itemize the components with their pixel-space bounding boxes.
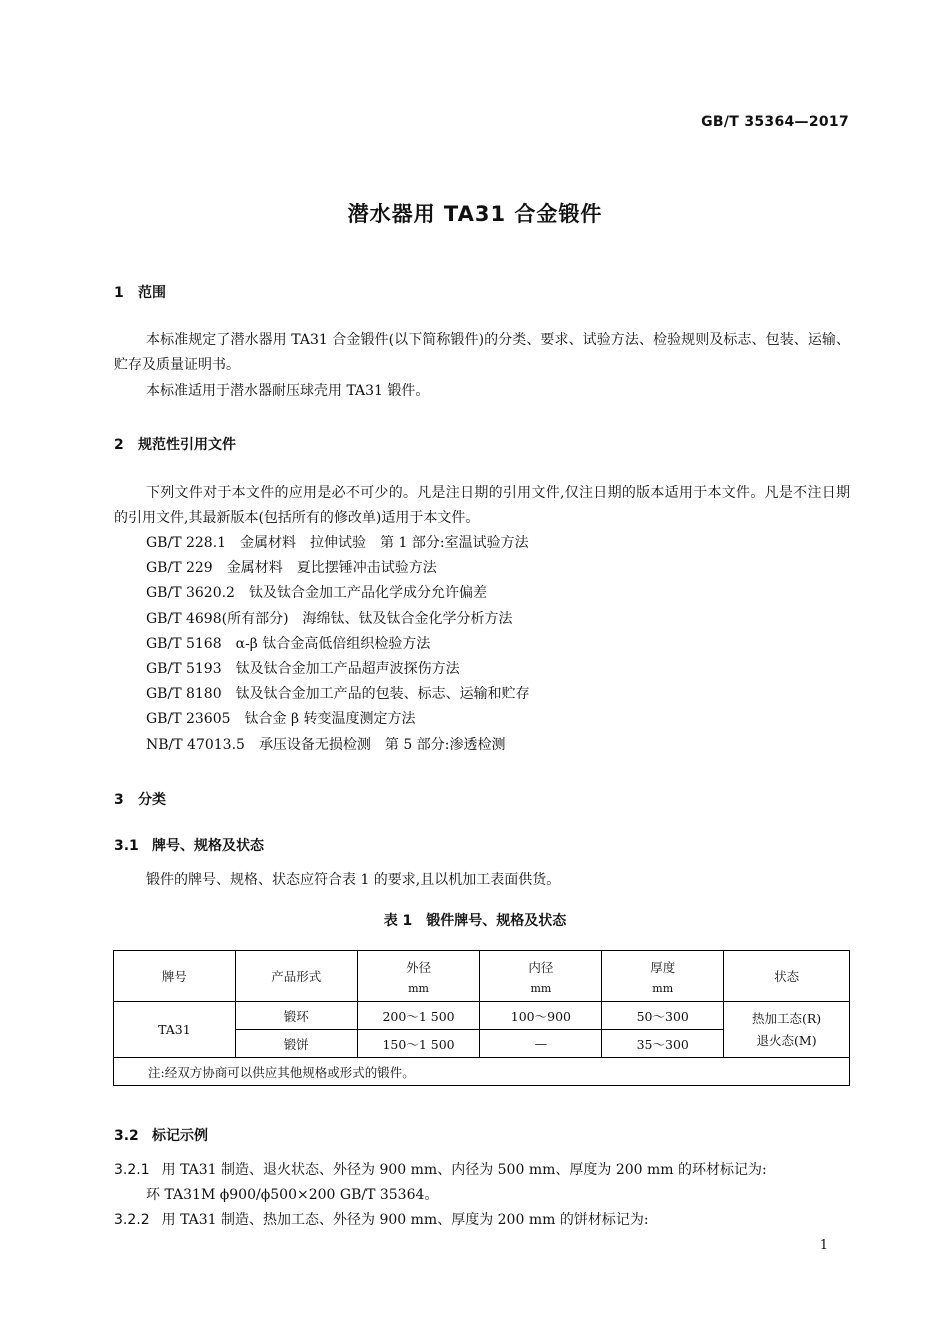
inner-cell: —	[480, 1030, 602, 1058]
table-caption: 表 1 锻件牌号、规格及状态	[383, 913, 567, 929]
thickness-cell: 50～300	[602, 1002, 724, 1030]
standard-code: GB/T 35364—2017	[701, 114, 849, 130]
reference-title: 金属材料 夏比摆锤冲击试验方法	[226, 560, 437, 577]
header-state: 状态	[724, 951, 850, 1002]
section-number: 1	[114, 285, 124, 301]
state-cell	[724, 1002, 850, 1058]
document-title: 潜水器用 TA31 合金锻件	[347, 202, 603, 226]
reference-item	[146, 632, 530, 657]
reference-item	[146, 682, 530, 707]
clause-3-2-1	[114, 1159, 767, 1179]
reference-title: 钛合金 β 转变温度测定方法	[244, 711, 416, 728]
section-1-paragraph: 本标准适用于潜水器耐压球壳用 TA31 锻件。	[146, 383, 430, 399]
reference-code: GB/T 5193	[146, 660, 222, 677]
section-title: 标记示例	[152, 1128, 208, 1144]
clause-number: 3.2.1	[114, 1162, 150, 1178]
outer-cell: 150～1 500	[357, 1030, 480, 1058]
clause-number: 3.2.2	[114, 1212, 150, 1228]
reference-code: NB/T 47013.5	[146, 736, 245, 753]
header-label: 内径	[528, 959, 554, 975]
section-3-1-heading	[114, 835, 264, 855]
reference-item	[146, 531, 530, 556]
thickness-cell: 35～300	[602, 1030, 724, 1058]
section-number: 3	[114, 792, 124, 808]
header-unit: mm	[652, 981, 674, 995]
header-label: 外径	[406, 959, 432, 975]
reference-code: GB/T 4698(所有部分)	[146, 610, 289, 627]
reference-title: 钛及钛合金加工产品化学成分允许偏差	[248, 585, 487, 602]
form-cell: 锻环	[235, 1002, 357, 1030]
reference-item	[146, 581, 530, 606]
section-2-intro: 下列文件对于本文件的应用是必不可少的。凡是注日期的引用文件,仅注日期的版本适用于本文件。凡是不注日期的引用文件,其最新版本(包括所有的修改单)适用于本文件。	[114, 485, 850, 526]
section-title: 范围	[138, 285, 166, 301]
reference-code: GB/T 5168	[146, 635, 222, 652]
reference-code: GB/T 8180	[146, 686, 222, 703]
reference-item	[146, 556, 530, 581]
section-3-heading	[114, 789, 166, 809]
reference-title: 承压设备无损检测 第 5 部分:渗透检测	[258, 736, 506, 753]
reference-item	[146, 607, 530, 632]
state-value: 热加工态(R)	[751, 1010, 822, 1026]
clause-text: 用 TA31 制造、退火状态、外径为 900 mm、内径为 500 mm、厚度为 200 mm 的环材标记为:	[161, 1162, 767, 1178]
reference-title: 钛及钛合金加工产品超声波探伤方法	[235, 660, 460, 677]
section-1-heading	[114, 282, 166, 302]
section-3-1-text: 锻件的牌号、规格、状态应符合表 1 的要求,且以机加工表面供货。	[146, 872, 561, 888]
section-title: 牌号、规格及状态	[152, 838, 264, 854]
page-number: 1	[819, 1238, 828, 1253]
reference-code: GB/T 23605	[146, 711, 231, 728]
section-number: 3.1	[114, 838, 139, 854]
clause-text: 用 TA31 制造、热加工态、外径为 900 mm、厚度为 200 mm 的饼材标记为:	[161, 1212, 649, 1228]
header-grade: 牌号	[114, 951, 236, 1002]
form-cell: 锻饼	[235, 1030, 357, 1058]
header-unit: mm	[408, 981, 429, 995]
section-number: 2	[114, 437, 124, 453]
header-inner-diameter	[480, 951, 602, 1002]
reference-code: GB/T 229	[146, 560, 213, 577]
header-thickness	[602, 951, 724, 1002]
reference-item	[146, 657, 530, 682]
section-2-heading	[114, 434, 236, 454]
section-1-paragraph: 本标准规定了潜水器用 TA31 合金锻件(以下简称锻件)的分类、要求、试验方法、检验规则及标志、包装、运输、贮存及质量证明书。	[114, 332, 850, 373]
header-form: 产品形式	[235, 951, 357, 1002]
reference-item	[146, 707, 530, 732]
reference-title: 海绵钛、钛及钛合金化学分析方法	[302, 610, 513, 627]
reference-title: 钛及钛合金加工产品的包装、标志、运输和贮存	[235, 686, 530, 703]
reference-title: α-β 钛合金高低倍组织检验方法	[235, 635, 431, 652]
section-title: 分类	[138, 792, 166, 808]
section-number: 3.2	[114, 1128, 139, 1144]
table-row	[114, 1002, 850, 1030]
table-note: 注:经双方协商可以供应其他规格或形式的锻件。	[114, 1058, 850, 1086]
section-3-2-heading	[114, 1125, 208, 1145]
header-outer-diameter	[357, 951, 480, 1002]
reference-title: 金属材料 拉伸试验 第 1 部分:室温试验方法	[240, 535, 529, 551]
state-value: 退火态(M)	[756, 1032, 817, 1048]
reference-code: GB/T 228.1	[146, 535, 227, 551]
spec-table	[113, 950, 850, 1086]
grade-cell: TA31	[114, 1002, 236, 1058]
normative-reference-list	[146, 531, 530, 758]
outer-cell: 200～1 500	[357, 1002, 480, 1030]
header-unit: mm	[530, 981, 552, 995]
inner-cell: 100～900	[480, 1002, 602, 1030]
header-label: 厚度	[650, 959, 676, 975]
clause-3-2-2	[114, 1209, 649, 1229]
section-title: 规范性引用文件	[138, 437, 236, 453]
reference-code: GB/T 3620.2	[146, 585, 235, 602]
marking-example: 环 TA31M ϕ900/ϕ500×200 GB/T 35364。	[146, 1187, 439, 1203]
reference-item	[146, 733, 530, 758]
